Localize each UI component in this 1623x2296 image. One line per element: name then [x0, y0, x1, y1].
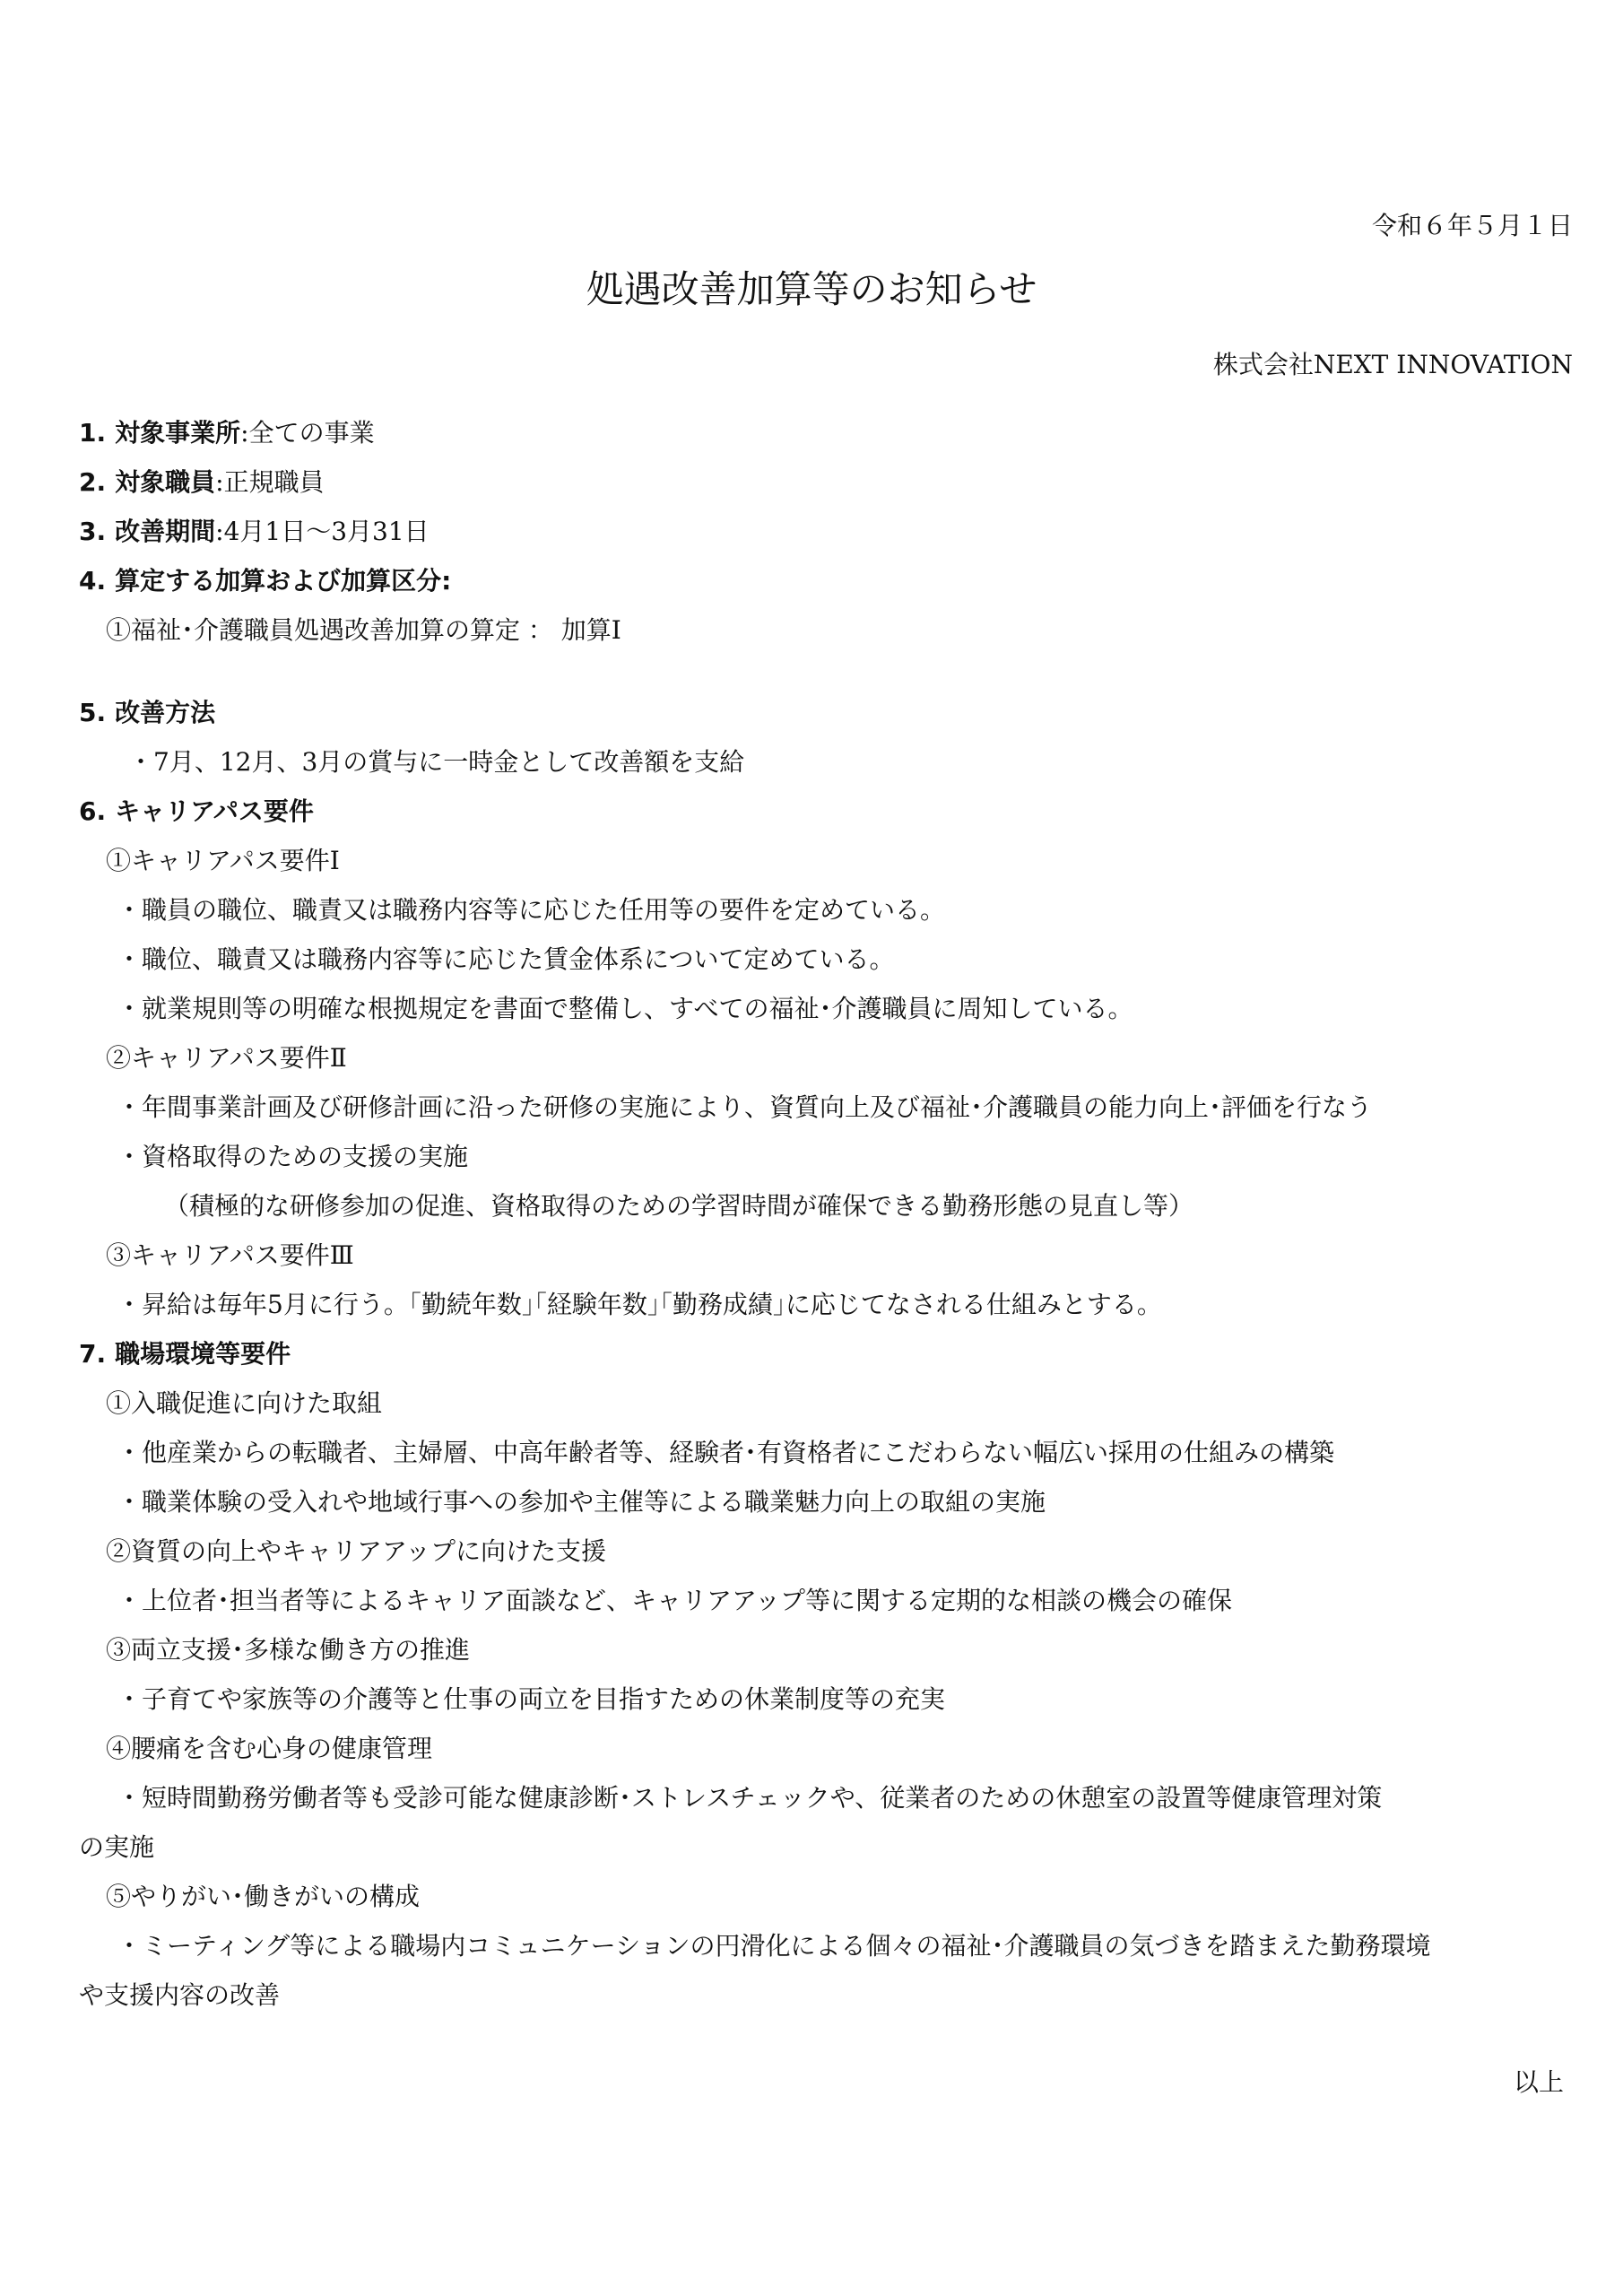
- section-5-improvement-method: [79, 688, 1567, 737]
- section-label: 職場環境等要件: [115, 1339, 291, 1369]
- subsection-heading: ②キャリアパス要件Ⅱ: [106, 1043, 347, 1073]
- section-label: 改善期間: [115, 517, 216, 546]
- subsection-heading: ①キャリアパス要件Ⅰ: [106, 846, 340, 875]
- list-item: ・上位者･担当者等によるキャリア面談など、キャリアアップ等に関する定期的な相談の機会の確保: [117, 1586, 1233, 1615]
- list-item-continuation: や支援内容の改善: [79, 1980, 281, 2010]
- list-item: ・短時間勤務労働者等も受診可能な健康診断･ストレスチェックや、従業者のための休憩室の設置等健康管理対策: [117, 1783, 1383, 1813]
- list-item: ・ミーティング等による職場内コミュニケーションの円滑化による個々の福祉･介護職員の気づきを踏まえた勤務環境: [117, 1931, 1431, 1961]
- section-number: 7.: [79, 1339, 107, 1369]
- subsection-heading: ②資質の向上やキャリアアップに向けた支援: [106, 1536, 607, 1566]
- document-date: 令和６年５月１日: [1371, 211, 1573, 240]
- section-number: 1.: [79, 418, 107, 448]
- section-4-addition-category: [79, 556, 1567, 605]
- subsection-heading: ③キャリアパス要件Ⅲ: [106, 1240, 354, 1270]
- list-item: ・昇給は毎年5月に行う。｢勤続年数｣｢経験年数｣｢勤務成績｣に応じてなされる仕組みとする。: [117, 1290, 1162, 1319]
- section-label: 対象職員: [115, 467, 216, 497]
- section-label: 対象事業所: [115, 418, 241, 448]
- list-item: ・子育てや家族等の介護等と仕事の両立を目指すための休業制度等の充実: [117, 1684, 946, 1714]
- closing-mark: 以上: [1513, 2067, 1564, 2097]
- document-title: 処遇改善加算等のお知らせ: [586, 267, 1037, 311]
- section-number: 6.: [79, 796, 107, 826]
- section-number: 5.: [79, 698, 107, 727]
- list-item-note: （積極的な研修参加の促進、資格取得のための学習時間が確保できる勤務形態の見直し等）: [164, 1191, 1194, 1221]
- section-2-target-staff: [79, 457, 1567, 507]
- list-item: ・職業体験の受入れや地域行事への参加や主催等による職業魅力向上の取組の実施: [117, 1487, 1046, 1517]
- subsection-heading: ⑤やりがい･働きがいの構成: [106, 1882, 421, 1911]
- section-1-target-office: [79, 408, 1567, 457]
- section-7-workplace-environment: [79, 1329, 1567, 1378]
- subsection-heading: ①入職促進に向けた取組: [106, 1388, 383, 1418]
- subsection-heading: ④腰痛を含む心身の健康管理: [106, 1734, 433, 1763]
- section-label: 改善方法: [115, 698, 216, 727]
- list-item: ・職員の職位、職責又は職務内容等に応じた任用等の要件を定めている。: [117, 895, 946, 925]
- section-label: 算定する加算および加算区分:: [115, 566, 452, 596]
- section-6-career-path: [79, 787, 1567, 836]
- company-name: 株式会社NEXT INNOVATION: [1212, 350, 1573, 379]
- section-value: :全ての事業: [240, 418, 375, 448]
- list-item: ・年間事業計画及び研修計画に沿った研修の実施により、資質向上及び福祉･介護職員の能力向上･評価を行なう: [117, 1092, 1373, 1122]
- section-number: 4.: [79, 566, 107, 596]
- section-label: キャリアパス要件: [115, 796, 314, 826]
- list-item-continuation: の実施: [79, 1832, 155, 1862]
- list-item: ①福祉･介護職員処遇改善加算の算定 ： 加算Ⅰ: [106, 615, 621, 645]
- section-value: :4月1日～3月31日: [215, 517, 430, 546]
- list-item: ・就業規則等の明確な根拠規定を書面で整備し、すべての福祉･介護職員に周知している。: [117, 994, 1133, 1023]
- list-item: ・資格取得のための支援の実施: [117, 1142, 469, 1171]
- list-item: ・7月、12月、3月の賞与に一時金として改善額を支給: [128, 747, 745, 777]
- list-item: ・他産業からの転職者、主婦層、中高年齢者等、経験者･有資格者にこだわらない幅広い採用の仕組みの構築: [117, 1438, 1335, 1467]
- document-body: [79, 408, 1567, 2020]
- section-value: :正規職員: [215, 467, 325, 497]
- subsection-heading: ③両立支援･多様な働き方の推進: [106, 1635, 471, 1665]
- section-3-improvement-period: [79, 507, 1567, 556]
- section-number: 3.: [79, 517, 107, 546]
- list-item: ・職位、職責又は職務内容等に応じた賃金体系について定めている。: [117, 944, 895, 974]
- section-number: 2.: [79, 467, 107, 497]
